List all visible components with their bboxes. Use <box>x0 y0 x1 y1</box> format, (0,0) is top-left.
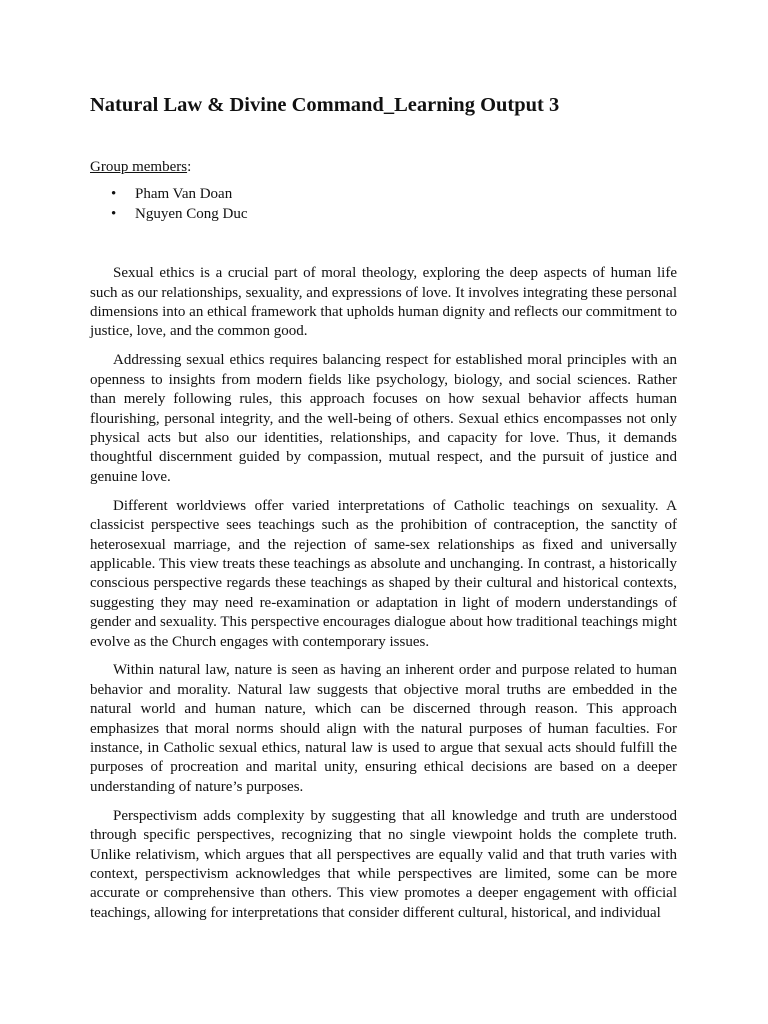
member-name: Pham Van Doan <box>135 186 233 203</box>
document-body <box>90 264 677 923</box>
paragraph: Within natural law, nature is seen as having an inherent order and purpose related to human behavior and morality. Natural law suggests that objective moral truths are embedded in the natural world and human nature, which can be discerned through reason. This approach emphasizes that moral norms should align with the natural purposes of human faculties. For instance, in Catholic sexual ethics, natural law is used to argue that sexual acts should fulfill the purposes of procreation and marital unity, ensuring ethical decisions are based on a deeper understanding of nature’s purposes. <box>90 662 677 795</box>
list-item <box>90 185 677 204</box>
group-members-label: Group members <box>90 159 188 175</box>
group-members-heading <box>90 158 677 177</box>
paragraph: Sexual ethics is a crucial part of moral theology, exploring the deep aspects of human life such as our relationships, sexuality, and expressions of love. It involves integrating these personal dimensions into an ethical framework that upholds human dignity and reflects our commitment to justice, love, and the common good. <box>90 265 677 340</box>
paragraph: Perspectivism adds complexity by suggesting that all knowledge and truth are understood through specific perspectives, recognizing that no single viewpoint holds the complete truth. Unlike relativism, which argues that all perspectives are equally valid and that truth varies with context, perspectivism acknowledges that while perspectives are limited, some can be more accurate or comprehensive than others. This view promotes a deeper engagement with official teachings, allowing for interpretations that consider different cultural, historical, and individual <box>90 807 677 921</box>
paragraph: Different worldviews offer varied interpretations of Catholic teachings on sexuality. A classicist perspective sees teachings such as the prohibition of contraception, the sanctity of heterosexual marriage, and the rejection of same-sex relationships as fixed and universally applicable. This view treats these teachings as absolute and unchanging. In contrast, a historically conscious perspective regards these teachings as shaped by their cultural and historical contexts, suggesting they may need re-examination or adaptation in light of modern understandings of gender and sexuality. This perspective encourages dialogue about how traditional teachings might evolve as the Church engages with contemporary issues. <box>90 497 677 650</box>
bullet-icon: • <box>111 205 117 222</box>
group-members-list <box>90 185 677 224</box>
paragraph: Addressing sexual ethics requires balancing respect for established moral principles with an openness to insights from modern fields like psychology, biology, and social sciences. Rather than merely following rules, this approach focuses on how sexual behavior affects human flourishing, personal integrity, and the well-being of others. Sexual ethics encompasses not only physical acts but also our identities, relationships, and capacity for love. Thus, it demands thoughtful discernment guided by compassion, mutual respect, and the pursuit of justice and genuine love. <box>90 352 677 485</box>
group-members-colon: : <box>187 159 192 175</box>
member-name: Nguyen Cong Duc <box>135 205 248 222</box>
document-title: Natural Law & Divine Command_Learning Output 3 <box>90 94 560 116</box>
list-item <box>90 205 677 224</box>
bullet-icon: • <box>111 186 117 203</box>
document-page <box>90 92 677 933</box>
